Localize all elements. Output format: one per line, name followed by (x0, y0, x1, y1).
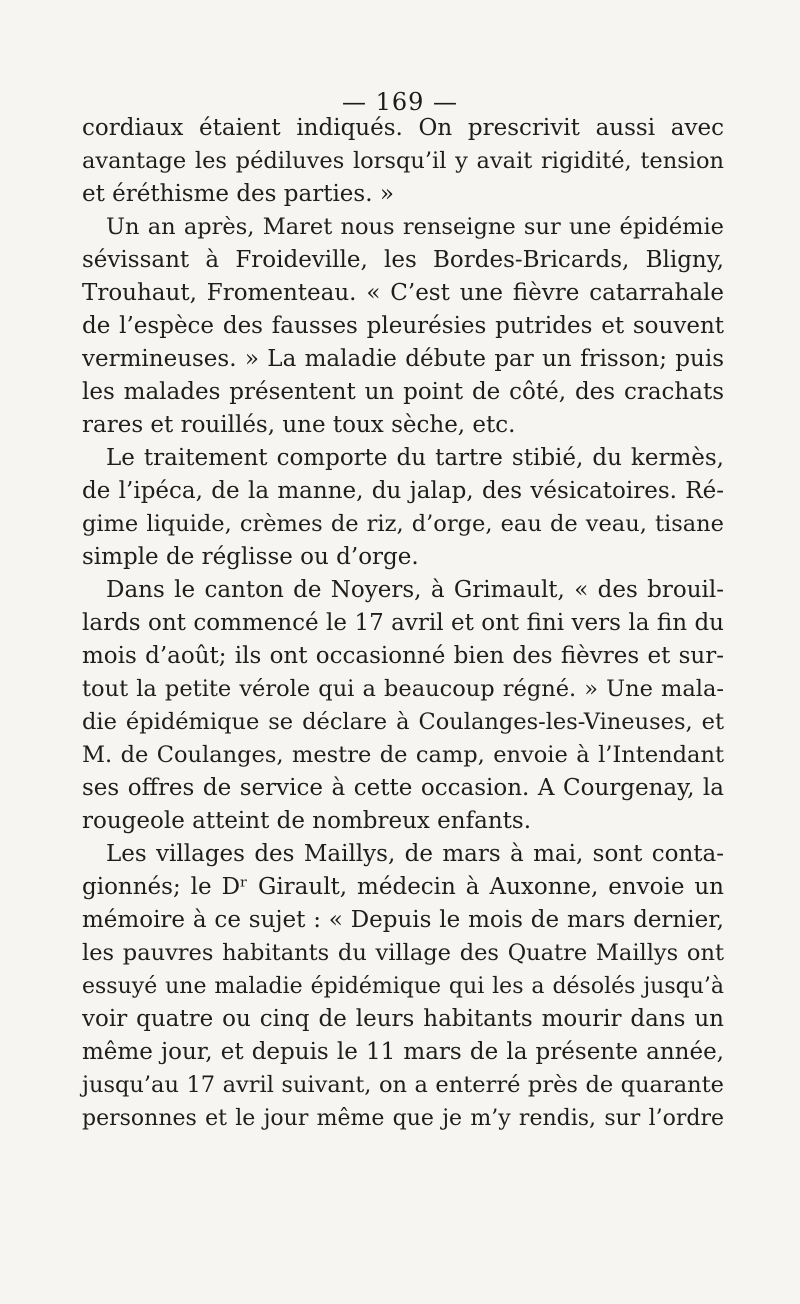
text-line-content: Le traitement comporte du tartre stibié, du kermès, (106, 445, 724, 471)
text-line (82, 508, 724, 541)
text-line-content: Dans le canton de Noyers, à Grimault, « des brouil- (106, 577, 724, 603)
text-line (82, 1069, 724, 1102)
text-line-content: ses offres de service à cette occasion. A Courgenay, la (82, 775, 724, 801)
text-line-content: les pauvres habitants du village des Quatre Maillys ont (82, 940, 724, 966)
text-line (82, 211, 724, 244)
text-line-content: lards ont commencé le 17 avril et ont fini vers la fin du (82, 610, 724, 636)
text-line (82, 112, 724, 145)
text-line-content: die épidémique se déclare à Coulanges-les-Vineuses, et (82, 709, 724, 735)
text-line (82, 772, 724, 805)
text-line (82, 739, 724, 772)
text-line-content: M. de Coulanges, mestre de camp, envoie à l’Intendant (82, 742, 724, 768)
text-line-content: essuyé une maladie épidémique qui les a désolés jusqu’à (82, 974, 724, 999)
text-line-content: les malades présentent un point de côté, des crachats (82, 379, 724, 405)
text-line-content: sévissant à Froideville, les Bordes-Bricards, Bligny, (82, 247, 724, 273)
text-line-content: vermineuses. » La maladie débute par un frisson; puis (82, 346, 724, 372)
text-line (82, 1102, 724, 1135)
text-line (82, 277, 724, 310)
text-line (82, 178, 724, 211)
text-line-content: gionnés; le Dʳ Girault, médecin à Auxonne, envoie un (82, 874, 724, 900)
text-line (82, 838, 724, 871)
text-line-content: avantage les pédiluves lorsqu’il y avait rigidité, tension (82, 148, 724, 174)
text-line (82, 310, 724, 343)
text-line (82, 1003, 724, 1036)
text-line (82, 904, 724, 937)
text-line (82, 673, 724, 706)
text-line-content: jusqu’au 17 avril suivant, on a enterré près de quarante (82, 1072, 724, 1098)
text-line (82, 871, 724, 904)
text-line (82, 1036, 724, 1069)
text-line-content: Un an après, Maret nous renseigne sur une épidémie (106, 214, 724, 240)
text-line (82, 640, 724, 673)
text-line-content: gime liquide, crèmes de riz, d’orge, eau de veau, tisane (82, 511, 724, 537)
text-line (82, 970, 724, 1003)
text-line (82, 937, 724, 970)
text-line-content: cordiaux étaient indiqués. On prescrivit aussi avec (82, 115, 724, 141)
text-line-content: voir quatre ou cinq de leurs habitants mourir dans un (82, 1006, 724, 1032)
text-line-content: et éréthisme des parties. » (82, 181, 394, 207)
text-line (82, 607, 724, 640)
text-line (82, 376, 724, 409)
text-line (82, 475, 724, 508)
text-line (82, 805, 724, 838)
page-number: — 169 — (341, 88, 459, 116)
text-line-content: Les villages des Maillys, de mars à mai, sont conta- (106, 841, 724, 867)
text-line-content: simple de réglisse ou d’orge. (82, 544, 419, 570)
text-line (82, 409, 724, 442)
text-line-content: mois d’août; ils ont occasionné bien des fièvres et sur- (82, 643, 724, 669)
text-line (82, 244, 724, 277)
text-line (82, 706, 724, 739)
text-line-content: de l’espèce des fausses pleurésies putrides et souvent (82, 313, 724, 339)
text-line (82, 343, 724, 376)
body-text (82, 112, 724, 1135)
text-line-content: rougeole atteint de nombreux enfants. (82, 808, 532, 834)
text-line (82, 574, 724, 607)
text-line (82, 541, 724, 574)
text-line (82, 145, 724, 178)
text-line-content: Trouhaut, Fromenteau. « C’est une fièvre catarrahale (82, 280, 724, 306)
text-line-content: rares et rouillés, une toux sèche, etc. (82, 412, 516, 438)
text-line-content: même jour, et depuis le 11 mars de la présente année, (82, 1039, 724, 1065)
text-line-content: tout la petite vérole qui a beaucoup régné. » Une mala- (82, 676, 724, 702)
text-line-content: de l’ipéca, de la manne, du jalap, des vésicatoires. Ré- (82, 478, 724, 504)
text-line-content: personnes et le jour même que je m’y rendis, sur l’ordre (82, 1106, 724, 1131)
text-line-content: mémoire à ce sujet : « Depuis le mois de mars dernier, (82, 907, 724, 933)
text-line (82, 442, 724, 475)
